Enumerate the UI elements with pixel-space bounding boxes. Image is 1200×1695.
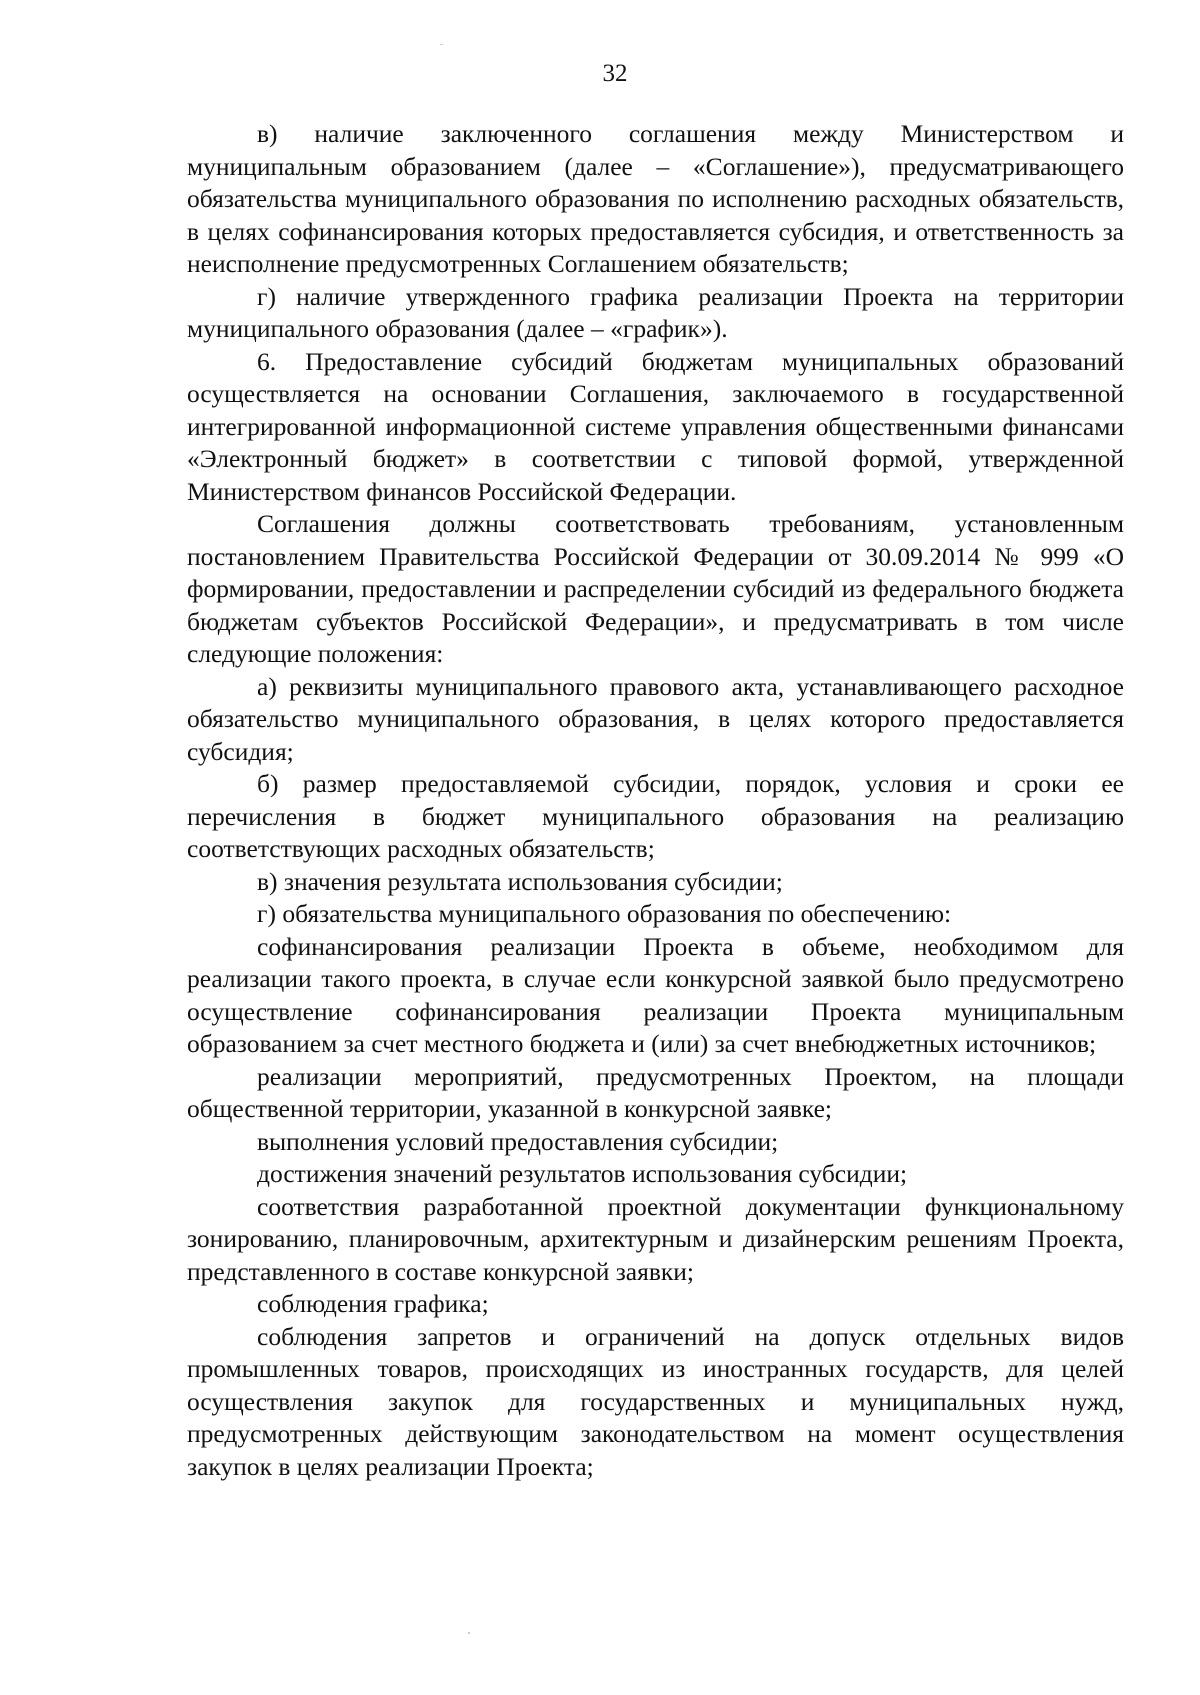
paragraph-item-a: а) реквизиты муниципального правового акта, устанавливающего расходное обязательство муниципального образования, в целях которого предоставляется субсидия; xyxy=(187,671,1124,766)
paragraph-restrictions: соблюдения запретов и ограничений на допуск отдельных видов промышленных товаров, происходящих из иностранных государств, для целей осуществления закупок для государственных и муниципальных нужд, предусмотренных действующим законодательством на момент осуществления закупок в целях реализации Проекта; xyxy=(187,1321,1124,1481)
paragraph-item-b: б) размер предоставляемой субсидии, порядок, условия и сроки ее перечисления в бюджет муниципального образования на реализацию соответствующих расходных обязательств; xyxy=(187,769,1124,863)
paragraph-item-g: г) обязательства муниципального образования по обеспечению: xyxy=(257,899,952,928)
paragraph-agreement-clause-v: в) наличие заключенного соглашения между Министерством и муниципальным образованием (далее – «Соглашение»), предусматривающего обязательства муниципального образования по исполнению расходных обязательств, в целях софинансирования которых предоставляется субсидия, и ответственность за неисполнение предусмотренных Соглашением обязательств; xyxy=(187,119,1124,278)
scan-dot xyxy=(468,1632,470,1634)
scan-speck xyxy=(440,44,443,45)
page-number: 32 xyxy=(602,60,628,87)
paragraph-agreements-requirements: Соглашения должны соответствовать требованиям, установленным постановлением Правительства Российской Федерации от 30.09.2014 № 999 «О формировании, предоставлении и распределении субсидий из федерального бюджета бюджетам субъектов Российской Федерации», и предусматривать в том числе следующие положения: xyxy=(187,509,1124,668)
paragraph-documentation: соответствия разработанной проектной документации функциональному зонированию, планировочным, архитектурным и дизайнерским решениям Проекта, представленного в составе конкурсной заявки; xyxy=(187,1191,1124,1286)
document-body xyxy=(187,118,1124,1483)
paragraph-schedule-clause-g: г) наличие утвержденного графика реализации Проекта на территории муниципального образования (далее – «график»). xyxy=(187,281,1124,343)
paragraph-section-6: 6. Предоставление субсидий бюджетам муниципальных образований осуществляется на основании Соглашения, заключаемого в государственной интегрированной информационной системе управления общественными финансами «Электронный бюджет» в соответствии с типовой формой, утвержденной Министерством финансов Российской Федерации. xyxy=(187,346,1124,506)
paragraph-results: достижения значений результатов использования субсидии; xyxy=(257,1159,908,1188)
paragraph-conditions: выполнения условий предоставления субсидии; xyxy=(257,1126,779,1156)
paragraph-cofinancing: софинансирования реализации Проекта в объеме, необходимом для реализации такого проекта, в случае если конкурсной заявкой было предусмотрено осуществление софинансирования реализации Проекта муниципальным образованием за счет местного бюджета и (или) за счет внебюджетных источников; xyxy=(187,931,1124,1058)
paragraph-activities: реализации мероприятий, предусмотренных Проектом, на площади общественной территории, указанной в конкурсной заявке; xyxy=(187,1061,1124,1123)
paragraph-schedule-compliance: соблюдения графика; xyxy=(257,1289,489,1318)
paragraph-item-v: в) значения результата использования субсидии; xyxy=(257,866,783,896)
